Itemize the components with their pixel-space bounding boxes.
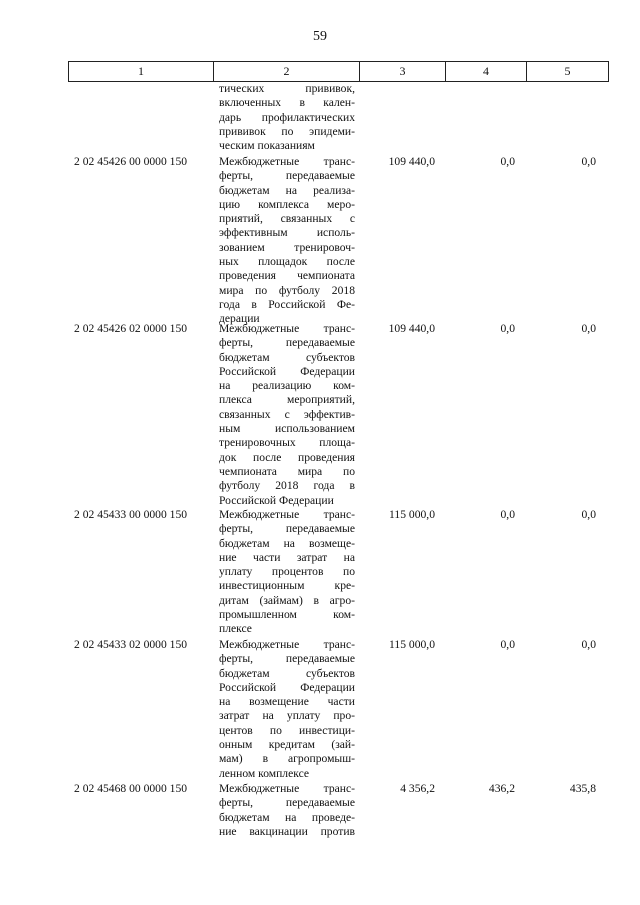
- description-line: инвестиционным кре-: [219, 579, 355, 593]
- description-line: ферты, передаваемые: [219, 796, 355, 810]
- row-value-col5: 0,0: [581, 508, 596, 521]
- description-line: дитам (займам) в агро-: [219, 593, 355, 607]
- row-description: [219, 155, 355, 327]
- description-line: центов по инвестици-: [219, 723, 355, 737]
- description-line: тренировочных площа-: [219, 436, 355, 450]
- description-line: уплату процентов по: [219, 565, 355, 579]
- row-value-col5: 0,0: [581, 322, 596, 335]
- description-line: ным использованием: [219, 422, 355, 436]
- description-line: мира по футболу 2018: [219, 283, 355, 297]
- description-line: бюджетам на реализа-: [219, 183, 355, 197]
- column-header-3: 3: [360, 62, 446, 82]
- description-line: проведения чемпионата: [219, 269, 355, 283]
- row-value-col4: 436,2: [488, 782, 515, 795]
- description-line: ческим показаниям: [219, 139, 315, 153]
- description-line: Российской Федерации: [219, 493, 334, 507]
- description-line: дарь профилактических: [219, 110, 355, 124]
- row-description: [219, 508, 355, 637]
- row-value-col4: 0,0: [500, 322, 515, 335]
- row-code: 2 02 45426 00 0000 150: [74, 155, 188, 168]
- description-line: связанных с эффектив-: [219, 407, 355, 421]
- row-value-col5: 0,0: [581, 155, 596, 168]
- description-line: онным кредитам (зай-: [219, 738, 355, 752]
- description-line: промышленном ком-: [219, 608, 355, 622]
- row-value-col3: 115 000,0: [389, 638, 435, 651]
- description-line: на возмещение части: [219, 695, 355, 709]
- description-line: приятий, связанных с: [219, 212, 355, 226]
- description-line: плекса мероприятий,: [219, 393, 355, 407]
- row-value-col5: 0,0: [581, 638, 596, 651]
- description-line: ферты, передаваемые: [219, 169, 355, 183]
- row-value-col3: 4 356,2: [400, 782, 435, 795]
- description-line: ленном комплексе: [219, 766, 310, 780]
- description-line: ных площадок после: [219, 255, 355, 269]
- description-line: дерации: [219, 312, 260, 326]
- description-line: зованием тренировоч-: [219, 240, 355, 254]
- row-value-col4: 0,0: [500, 508, 515, 521]
- description-line: мам) в агропромыш-: [219, 752, 355, 766]
- description-line: бюджетам субъектов: [219, 666, 355, 680]
- description-line: ферты, передаваемые: [219, 522, 355, 536]
- description-line: прививок по эпидеми-: [219, 124, 355, 138]
- description-line: затрат на уплату про-: [219, 709, 355, 723]
- description-line: Межбюджетные транс-: [219, 782, 355, 795]
- row-code: 2 02 45468 00 0000 150: [74, 782, 188, 795]
- column-header-2: 2: [214, 62, 360, 82]
- description-line: футболу 2018 года в: [219, 479, 355, 493]
- row-value-col3: 109 440,0: [388, 155, 435, 168]
- column-header-4: 4: [446, 62, 527, 82]
- row-value-col3: 109 440,0: [388, 322, 435, 335]
- column-header-5: 5: [527, 62, 609, 82]
- description-line: бюджетам субъектов: [219, 350, 355, 364]
- description-line: ние части затрат на: [219, 550, 355, 564]
- description-line: плексе: [219, 622, 252, 636]
- row-code: 2 02 45426 02 0000 150: [74, 322, 188, 335]
- description-line: бюджетам на возмеще-: [219, 536, 355, 550]
- row-description: [219, 638, 355, 781]
- description-line: Межбюджетные транс-: [219, 638, 355, 651]
- description-line: Российской Федерации: [219, 680, 355, 694]
- description-line: включенных в кален-: [219, 96, 355, 110]
- column-header-1: 1: [69, 62, 214, 82]
- row-description: [219, 782, 355, 839]
- description-line: Межбюджетные транс-: [219, 155, 355, 168]
- description-line: чемпионата мира по: [219, 464, 355, 478]
- description-line: ние вакцинации против: [219, 824, 355, 838]
- row-value-col4: 0,0: [500, 638, 515, 651]
- row-value-col4: 0,0: [500, 155, 515, 168]
- page-number: 59: [313, 29, 327, 44]
- description-line: ферты, передаваемые: [219, 652, 355, 666]
- row-description: [219, 322, 355, 508]
- description-line: цию комплекса меро-: [219, 197, 355, 211]
- column-header-row: [68, 61, 609, 82]
- description-line: года в Российской Фе-: [219, 297, 355, 311]
- row-value-col5: 435,8: [569, 782, 596, 795]
- description-line: ферты, передаваемые: [219, 336, 355, 350]
- description-line: док после проведения: [219, 450, 355, 464]
- description-line: Межбюджетные транс-: [219, 322, 355, 335]
- description-line: на реализацию ком-: [219, 379, 355, 393]
- description-line: Российской Федерации: [219, 364, 355, 378]
- row-code: 2 02 45433 00 0000 150: [74, 508, 188, 521]
- description-line: Межбюджетные транс-: [219, 508, 355, 521]
- continuation-description: [219, 82, 355, 153]
- description-line: бюджетам на проведе-: [219, 810, 355, 824]
- row-value-col3: 115 000,0: [389, 508, 435, 521]
- row-code: 2 02 45433 02 0000 150: [74, 638, 188, 651]
- description-line: тических прививок,: [219, 82, 355, 95]
- description-line: эффективным исполь-: [219, 226, 355, 240]
